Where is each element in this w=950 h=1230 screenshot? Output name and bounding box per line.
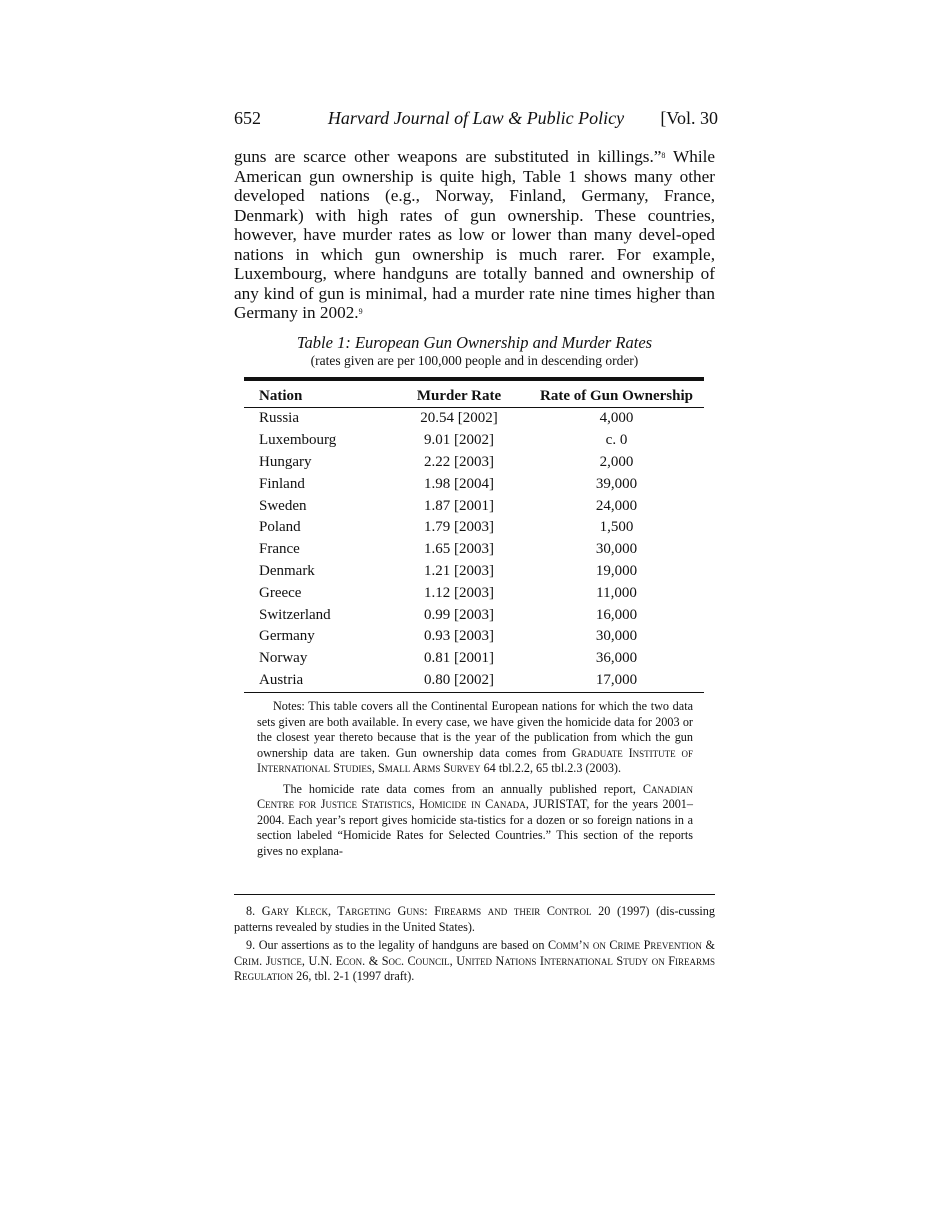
footnote-text: 9. Our assertions as to the legality of handguns are based on [246, 938, 549, 952]
notes-text: 64 tbl.2.2, 65 tbl.2.3 (2003). [480, 761, 622, 775]
cell-murder-rate: 9.01 [2002] [424, 432, 494, 449]
cell-nation: France [259, 541, 300, 558]
footnote-citation: Gary Kleck, Targeting Guns: Firearms and their Control [261, 904, 592, 918]
cell-nation: Hungary [259, 453, 312, 470]
cell-gun-ownership: 2,000 [599, 453, 634, 470]
table-row [244, 495, 704, 517]
cell-nation: Sweden [259, 497, 307, 514]
page-number: 652 [234, 108, 261, 128]
notes-text: , JURISTAT, for the years 2001–2004. Each year’s report gives homicide sta-tistics for a dozen or so foreign nations in a section labeled “Homicide Rates for Selected Countries.” This section of the reports gives no explana- [257, 797, 693, 858]
cell-murder-rate: 0.80 [2002] [424, 671, 494, 688]
table-header-row [244, 384, 704, 408]
table-notes [257, 699, 693, 859]
notes-citation: Canadian Centre for Justice Statistics, Homicide in Canada [257, 781, 693, 811]
cell-gun-ownership: c. 0 [605, 432, 628, 449]
cell-nation: Finland [259, 475, 305, 492]
cell-gun-ownership: 4,000 [599, 410, 634, 427]
table-row [244, 430, 704, 452]
column-header-nation: Nation [259, 387, 303, 404]
table-bottom-rule [244, 692, 704, 693]
table-row [244, 452, 704, 474]
running-header [234, 108, 718, 132]
cell-murder-rate: 1.65 [2003] [424, 541, 494, 558]
footnote-8 [234, 904, 715, 935]
cell-nation: Norway [259, 650, 308, 667]
table-top-rule [244, 377, 704, 381]
body-text-a: guns are scarce other weapons are substituted in killings.” [234, 147, 662, 166]
footnote-text: 20 (1997) (dis-cussing patterns revealed by studies in the United States). [234, 904, 715, 934]
cell-gun-ownership: 30,000 [595, 541, 638, 558]
cell-nation: Russia [259, 410, 300, 427]
cell-gun-ownership: 39,000 [595, 475, 638, 492]
cell-gun-ownership: 24,000 [595, 497, 638, 514]
table-row [244, 408, 704, 430]
cell-murder-rate: 1.98 [2004] [424, 475, 494, 492]
cell-murder-rate: 0.99 [2003] [424, 606, 494, 623]
journal-title: Harvard Journal of Law & Public Policy [327, 108, 625, 128]
cell-nation: Greece [259, 584, 302, 601]
table-row [244, 539, 704, 561]
footnote-ref-9[interactable]: 9 [358, 307, 363, 316]
cell-murder-rate: 1.12 [2003] [424, 584, 494, 601]
cell-murder-rate: 1.21 [2003] [424, 562, 494, 579]
table-row [244, 604, 704, 626]
notes-paragraph [257, 782, 693, 860]
cell-nation: Germany [259, 628, 315, 645]
table-row [244, 582, 704, 604]
footnote-9 [234, 938, 715, 985]
gun-ownership-table [244, 384, 704, 691]
table-row [244, 626, 704, 648]
notes-paragraph [257, 699, 693, 777]
table-row [244, 473, 704, 495]
cell-gun-ownership: 1,500 [599, 519, 634, 536]
table-subtitle: (rates given are per 100,000 people and in descending order) [310, 353, 639, 368]
cell-nation: Denmark [259, 562, 315, 579]
cell-gun-ownership: 17,000 [595, 671, 638, 688]
cell-murder-rate: 1.87 [2001] [424, 497, 494, 514]
cell-murder-rate: 0.81 [2001] [424, 650, 494, 667]
footnote-citation: Comm’n on Crime Prevention & Crim. Justice, U.N. Econ. & Soc. Council, United Nations International Study on Firearms Regulation [234, 938, 715, 983]
notes-text: The homicide rate data comes from an annually published report, [283, 781, 643, 796]
footnotes [234, 904, 715, 988]
body-paragraph [234, 147, 715, 323]
cell-nation: Switzerland [259, 606, 331, 623]
cell-murder-rate: 1.79 [2003] [424, 519, 494, 536]
cell-nation: Poland [259, 519, 301, 536]
notes-text: Notes: This table covers all the Continental European nations for which the two data sets given are both available. In every case, we have given the homicide data for 2003 or the closest year thereto because that is the year of the publication from which the gun ownership data are taken. Gun ownership data comes from [257, 699, 693, 760]
table-row [244, 517, 704, 539]
footnote-ref-8[interactable]: 8 [661, 151, 666, 160]
footnote-text: 26, tbl. 2-1 (1997 draft). [293, 969, 415, 983]
cell-nation: Austria [259, 671, 304, 688]
volume-label: [Vol. 30 [660, 108, 718, 128]
cell-nation: Luxembourg [259, 432, 337, 449]
cell-gun-ownership: 11,000 [596, 584, 637, 601]
body-text-b: While American gun ownership is quite high, Table 1 shows many other developed nations (e.g., Norway, Finland, Germany, France, Denmark) with high rates of gun ownership. These countries, however, have murder rates as low or lower than many devel-oped nations in which gun ownership is much rarer. For example, Luxembourg, where handguns are totally banned and ownership of any kind of gun is minimal, had a murder rate nine times higher than Germany in 2002. [234, 147, 715, 322]
cell-gun-ownership: 19,000 [595, 562, 638, 579]
cell-murder-rate: 0.93 [2003] [424, 628, 494, 645]
cell-gun-ownership: 16,000 [595, 606, 638, 623]
table-row [244, 561, 704, 583]
table-row [244, 670, 704, 692]
table-row [244, 648, 704, 670]
cell-gun-ownership: 30,000 [595, 628, 638, 645]
cell-murder-rate: 2.22 [2003] [424, 453, 494, 470]
table-title: Table 1: European Gun Ownership and Murder Rates [296, 333, 653, 352]
footnote-rule [234, 894, 715, 895]
cell-murder-rate: 20.54 [2002] [420, 410, 498, 427]
notes-citation: Graduate Institute of International Studies, Small Arms Survey [257, 745, 693, 775]
column-header-murder-rate: Murder Rate [416, 387, 502, 404]
column-header-gun-ownership: Rate of Gun Ownership [540, 387, 693, 404]
footnote-text: 8. [246, 904, 262, 918]
cell-gun-ownership: 36,000 [595, 650, 638, 667]
